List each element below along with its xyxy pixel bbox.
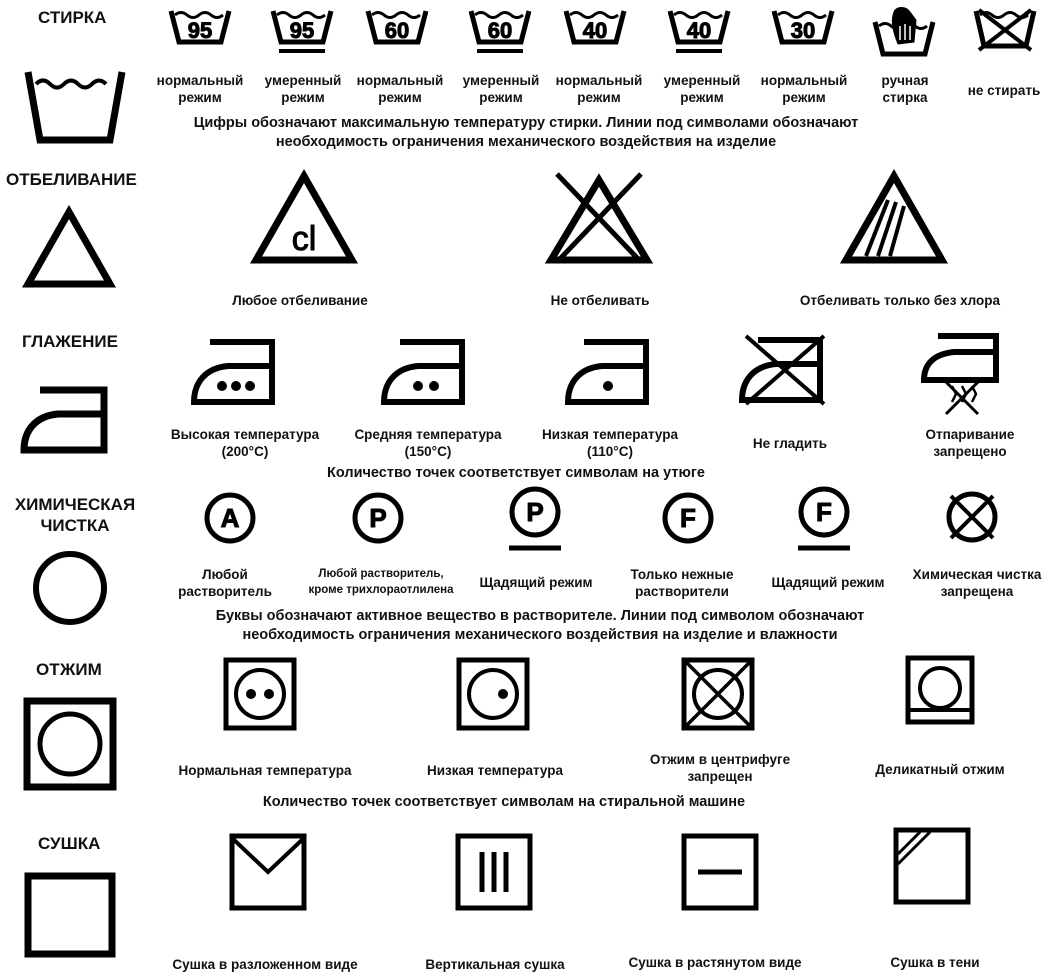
wash-label-5: нормальный режим (555, 73, 643, 105)
bleach-label-2: Не отбеливать (550, 293, 650, 308)
dryclean-letter-5: F (816, 497, 832, 527)
iron-medium-icon (378, 336, 472, 408)
dry-label-3: Сушка в растянутом виде (628, 955, 802, 970)
iron-label-1: Высокая температура (200°С) (170, 427, 320, 459)
iron-label-5: Отпаривание запрещено (925, 427, 1015, 459)
dry-square-icon (24, 872, 116, 958)
bleach-any-icon (250, 170, 358, 266)
bleach-triangle-icon (22, 206, 116, 290)
no-bleach-icon (545, 170, 653, 266)
iron-icon (18, 374, 114, 456)
dryclean-label-1: Любой растворитель (178, 567, 272, 599)
iron-label-2: Средняя температура (150°С) (354, 427, 502, 459)
wash-label-1: нормальный режим (156, 73, 244, 105)
ironing-note: Количество точек соответствует символам на утюге (327, 465, 705, 481)
dry-label-4: Сушка в тени (890, 955, 980, 970)
wash-temp-1: 95 (187, 18, 213, 43)
dry-vertical-icon (454, 832, 534, 912)
wash-temp-4: 60 (487, 18, 513, 43)
bleach-label-3: Отбеливать только без хлора (799, 293, 1001, 308)
wash-label-6: умеренный режим (663, 73, 741, 105)
dryclean-label-2: Любой растворитель, кроме трихлораотлилена (308, 568, 454, 596)
wash-label-8: ручная стирка (881, 73, 929, 105)
no-wash-icon (973, 6, 1037, 54)
dryclean-letter-2: P (369, 503, 387, 533)
no-dryclean-icon (943, 488, 1001, 546)
no-steam-icon (918, 330, 1004, 416)
wash-label-4: умеренный режим (462, 73, 540, 105)
spin-label-2: Низкая температура (426, 763, 564, 778)
wash-40-normal-icon (563, 6, 627, 50)
dry-line-icon (680, 832, 760, 912)
no-iron-icon (736, 330, 830, 410)
spin-normal-icon (222, 656, 298, 732)
dryclean-a-icon (202, 490, 258, 546)
dryclean-p-gentle-icon (505, 484, 565, 554)
wash-temp-5: 40 (582, 18, 608, 43)
dryclean-letter-3: P (526, 497, 544, 527)
wash-label-7: нормальный режим (760, 73, 848, 105)
dryclean-letter-4: F (680, 503, 696, 533)
dry-shade-icon (892, 826, 972, 906)
drycleaning-note: Буквы обозначают активное вещество в растворителе. Линии под символом обозначают необходимость ограничения механического воздействия на изделие и влажности (215, 608, 865, 643)
iron-label-4: Не гладить (752, 436, 828, 451)
section-title-drying: СУШКА (38, 834, 101, 853)
bleach-cl-text: cl (291, 220, 317, 258)
dryclean-f-gentle-icon (794, 484, 854, 554)
wash-label-3: нормальный режим (356, 73, 444, 105)
wash-temp-7: 30 (790, 18, 816, 43)
spin-note: Количество точек соответствует символам на стиральной машине (262, 794, 746, 810)
spin-icon (22, 696, 118, 792)
no-spin-icon (680, 656, 756, 732)
wash-30-normal-icon (771, 6, 835, 50)
wash-40-gentle-icon (667, 6, 731, 58)
spin-low-icon (455, 656, 531, 732)
dry-flat-icon (228, 832, 308, 912)
dry-label-2: Вертикальная сушка (425, 957, 565, 972)
spin-label-4: Деликатный отжим (875, 762, 1005, 777)
wash-60-gentle-icon (468, 6, 532, 58)
wash-95-normal-icon (168, 6, 232, 50)
dryclean-label-6: Химическая чистка запрещена (912, 567, 1042, 599)
spin-label-1: Нормальная температура (178, 763, 352, 778)
iron-high-icon (188, 336, 282, 408)
dry-label-1: Сушка в разложенном виде (172, 957, 358, 972)
dryclean-f-icon (660, 490, 716, 546)
wash-temp-6: 40 (686, 18, 712, 43)
iron-low-icon (562, 336, 656, 408)
spin-delicate-icon (904, 654, 976, 734)
iron-label-3: Низкая температура (110°С) (541, 427, 679, 459)
wash-label-2: умеренный режим (264, 73, 342, 105)
dryclean-p-icon (350, 490, 406, 546)
wash-60-normal-icon (365, 6, 429, 50)
section-title-drycleaning: ХИМИЧЕСКАЯ ЧИСТКА (14, 495, 136, 535)
hand-wash-icon (872, 4, 936, 60)
bleach-label-1: Любое отбеливание (232, 293, 368, 308)
spin-label-3: Отжим в центрифуге запрещен (649, 752, 791, 784)
section-title-bleaching: ОТБЕЛИВАНИЕ (6, 170, 137, 189)
washing-note: Цифры обозначают максимальную температуру стирки. Линии под символами обозначают необходимость ограничения механического воздействия на изделие (193, 115, 859, 150)
dryclean-label-3: Щадящий режим (479, 575, 593, 590)
section-title-spin: ОТЖИМ (36, 660, 102, 679)
wash-temp-3: 60 (384, 18, 410, 43)
wash-label-9: не стирать (967, 83, 1041, 98)
section-title-washing: СТИРКА (38, 8, 107, 27)
wash-95-gentle-icon (270, 6, 334, 58)
dryclean-label-5: Щадящий режим (771, 575, 885, 590)
section-title-ironing: ГЛАЖЕНИЕ (22, 332, 118, 351)
dryclean-label-4: Только нежные растворители (630, 567, 734, 599)
dryclean-letter-1: A (220, 503, 240, 533)
non-chlorine-bleach-icon (840, 170, 948, 266)
wash-temp-2: 95 (289, 18, 315, 43)
